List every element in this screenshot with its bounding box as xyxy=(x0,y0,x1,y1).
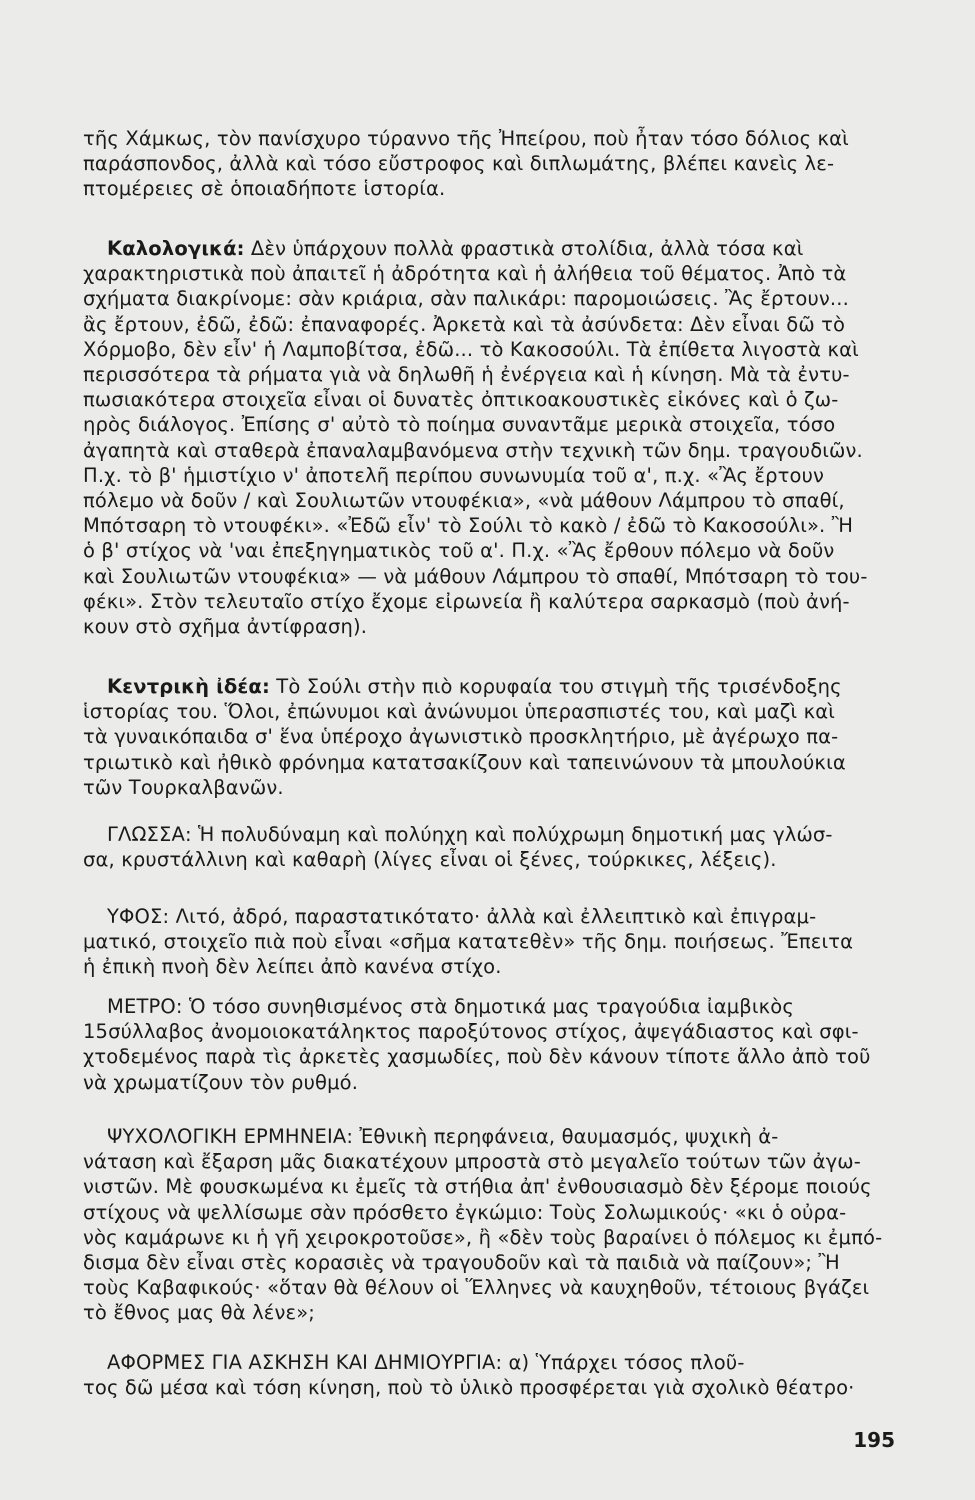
text-line: ὁ β' στίχος νὰ 'ναι ἐπεξηγηματικὸς τοῦ α'. Π.χ. «Ἂς ἔρθουν πόλεμο νὰ δοῦν xyxy=(83,539,835,563)
text-line: στίχους νὰ ψελλίσωμε σὰν πρόσθετο ἐγκώμιο: Τοὺς Σολωμικούς· «κι ὁ οὐρα- xyxy=(83,1200,847,1224)
paragraph-kalologika xyxy=(83,236,901,639)
text-line: ἱστορίας του. Ὅλοι, ἐπώνυμοι καὶ ἀνώνυμοι ὑπερασπιστές του, καὶ μαζὶ καὶ xyxy=(83,700,835,724)
text-line: σα, κρυστάλλινη καὶ καθαρὴ (λίγες εἶναι οἱ ξένες, τούρκικες, λέξεις). xyxy=(83,848,777,872)
text-line: πωσιακότερα στοιχεῖα εἶναι οἱ δυνατὲς ὀπτικοακουστικὲς εἰκόνες καὶ ὁ ζω- xyxy=(83,388,839,412)
text-line: ματικό, στοιχεῖο πιὰ ποὺ εἶναι «σῆμα κατατεθὲν» τῆς δημ. ποιήσεως. Ἔπειτα xyxy=(83,930,854,954)
text-line: 15σύλλαβος ἀνομοιοκατάληκτος παροξύτονος στίχος, ἀψεγάδιαστος καὶ σφι- xyxy=(83,1020,859,1044)
text-line: σχήματα διακρίνομε: σὰν κριάρια, σὰν παλικάρι: παρομοιώσεις. Ἂς ἔρτουν... xyxy=(83,287,849,311)
text-line-rest: Τὸ Σούλι στὴν πιὸ κορυφαία του στιγμὴ τῆς τρισένδοξης xyxy=(269,675,842,698)
text-line: Π.χ. τὸ β' ἡμιστίχιο ν' ἀποτελῆ περίπου συνωνυμία τοῦ α', π.χ. «Ἂς ἔρτουν xyxy=(83,463,825,487)
text-line: ἀγαπητὰ καὶ σταθερὰ ἐπαναλαμβανόμενα στὴν τεχνικὴ τῶν δημ. τραγουδιῶν. xyxy=(83,438,863,462)
text-line: νὰ χρωματίζουν τὸν ρυθμό. xyxy=(83,1070,359,1094)
text-line: φέκι». Στὸν τελευταῖο στίχο ἔχομε εἰρωνεία ἢ καλύτερα σαρκασμὸ (ποὺ ἀνή- xyxy=(83,589,850,613)
text-line xyxy=(83,674,901,699)
text-line: δισμα δὲν εἶναι στὲς κορασιὲς νὰ τραγουδοῦν καὶ τὰ παιδιὰ νὰ παίζουν»; Ἢ xyxy=(83,1251,840,1275)
text-line: ΨΥΧΟΛΟΓΙΚΗ ΕΡΜΗΝΕΙΑ: Ἐθνικὴ περηφάνεια, θαυμασμός, ψυχικὴ ἀ- xyxy=(107,1125,779,1148)
text-line: ἂς ἔρτουν, ἐδῶ, ἐδῶ: ἐπαναφορές. Ἀρκετὰ καὶ τὰ ἀσύνδετα: Δὲν εἶναι δῶ τὸ xyxy=(83,312,846,336)
section-label-kalologika: Καλολογικά: xyxy=(107,237,245,260)
paragraph-metro xyxy=(83,994,901,1095)
text-line: τῆς Χάμκως, τὸν πανίσχυρο τύραννο τῆς Ἠπείρου, ποὺ ἦταν τόσο δόλιος καὶ xyxy=(83,127,849,150)
text-line: πτομέρειες σὲ ὁποιαδήποτε ἱστορία. xyxy=(83,177,446,201)
text-line: παράσπονδος, ἀλλὰ καὶ τόσο εὔστροφος καὶ διπλωμάτης, βλέπει κανεὶς λε- xyxy=(83,152,835,176)
text-line: Χόρμοβο, δὲν εἶν' ἡ Λαμποβίτσα, ἐδῶ... τὸ Κακοσούλι. Τὰ ἐπίθετα λιγοστὰ καὶ xyxy=(83,337,859,361)
text-line: ΜΕΤΡΟ: Ὁ τόσο συνηθισμένος στὰ δημοτικά μας τραγούδια ἰαμβικὸς xyxy=(107,995,794,1018)
text-line: ηρὸς διάλογος. Ἐπίσης σ' αὐτὸ τὸ ποίημα συναντᾶμε μερικὰ στοιχεῖα, τόσο xyxy=(83,413,836,437)
text-line: τος δῶ μέσα καὶ τόση κίνηση, ποὺ τὸ ὑλικὸ προσφέρεται γιὰ σχολικὸ θέατρο· xyxy=(83,1376,855,1400)
text-line: ΑΦΟΡΜΕΣ ΓΙΑ ΑΣΚΗΣΗ ΚΑΙ ΔΗΜΙΟΥΡΓΙΑ: α) Ὑπάρχει τόσος πλοῦ- xyxy=(107,1351,745,1374)
text-line: κουν στὸ σχῆμα ἀντίφραση). xyxy=(83,615,368,639)
text-line: τὰ γυναικόπαιδα σ' ἕνα ὑπέροχο ἀγωνιστικὸ προσκλητήριο, μὲ ἀγέρωχο πα- xyxy=(83,725,839,749)
text-line: ΥΦΟΣ: Λιτό, ἀδρό, παραστατικότατο· ἀλλὰ καὶ ἐλλειπτικὸ καὶ ἐπιγραμ- xyxy=(107,905,817,928)
text-line: πόλεμο νὰ δοῦν / καὶ Σουλιωτῶν ντουφέκια», «νὰ μάθουν Λάμπρου τὸ σπαθί, xyxy=(83,489,845,513)
paragraph-intro xyxy=(83,126,901,202)
text-line: νιστῶν. Μὲ φουσκωμένα κι ἐμεῖς τὰ στήθια ἀπ' ἐνθουσιασμὸ δὲν ξέρομε ποιούς xyxy=(83,1175,872,1199)
text-line: χτοδεμένος παρὰ τὶς ἀρκετὲς χασμωδίες, ποὺ δὲν κάνουν τίποτε ἄλλο ἀπὸ τοῦ xyxy=(83,1045,871,1069)
page-number: 195 xyxy=(853,1428,895,1452)
text-line: περισσότερα τὰ ρήματα γιὰ νὰ δηλωθῆ ἡ ἐνέργεια καὶ ἡ κίνηση. Μὰ τὰ ἐντυ- xyxy=(83,363,850,387)
text-line: νάταση καὶ ἔξαρση μᾶς διακατέχουν μπροστὰ στὸ μεγαλεῖο τούτων τῶν ἀγω- xyxy=(83,1150,861,1174)
paragraph-yfos xyxy=(83,904,901,980)
text-line: τοὺς Καβαφικούς· «ὅταν θὰ θέλουν οἱ Ἕλληνες νὰ καυχηθοῦν, τέτοιους βγάζει xyxy=(83,1276,870,1300)
text-line: τὸ ἔθνος μας θὰ λένε»; xyxy=(83,1301,316,1325)
text-line: τῶν Τουρκαλβανῶν. xyxy=(83,775,284,799)
text-line: χαρακτηριστικὰ ποὺ ἀπαιτεῖ ἡ ἀδρότητα καὶ ἡ ἀλήθεια τοῦ θέματος. Ἀπὸ τὰ xyxy=(83,262,847,286)
paragraph-glossa xyxy=(83,822,901,872)
paragraph-psychologiki-ermineia xyxy=(83,1124,901,1326)
text-line: ἡ ἐπικὴ πνοὴ δὲν λείπει ἀπὸ κανένα στίχο. xyxy=(83,955,502,979)
text-line: τριωτικὸ καὶ ἠθικὸ φρόνημα κατατσακίζουν καὶ ταπεινώνουν τὰ μπουλούκια xyxy=(83,750,846,774)
text-line: νὸς καμάρωνε κι ἡ γῆ χειροκροτοῦσε», ἢ «δὲν τοὺς βαραίνει ὁ πόλεμος κι ἐμπό- xyxy=(83,1225,883,1249)
text-line-rest: Δὲν ὑπάρχουν πολλὰ φραστικὰ στολίδια, ἀλλὰ τόσα καὶ xyxy=(244,237,804,260)
text-line: ΓΛΩΣΣΑ: Ἡ πολυδύναμη καὶ πολύηχη καὶ πολύχρωμη δημοτική μας γλώσ- xyxy=(107,823,833,846)
text-line: καὶ Σουλιωτῶν ντουφέκια» — νὰ μάθουν Λάμπρου τὸ σπαθί, Μπότσαρη τὸ του- xyxy=(83,564,868,588)
section-label-kentriki-idea: Κεντρικὴ ἰδέα: xyxy=(107,675,270,698)
text-line xyxy=(83,236,901,261)
paragraph-kentriki-idea xyxy=(83,674,901,800)
text-line: Μπότσαρη τὸ ντουφέκι». «Ἐδῶ εἶν' τὸ Σούλι τὸ κακὸ / ἐδῶ τὸ Κακοσούλι». Ἢ xyxy=(83,514,854,538)
paragraph-aformes xyxy=(83,1350,901,1400)
